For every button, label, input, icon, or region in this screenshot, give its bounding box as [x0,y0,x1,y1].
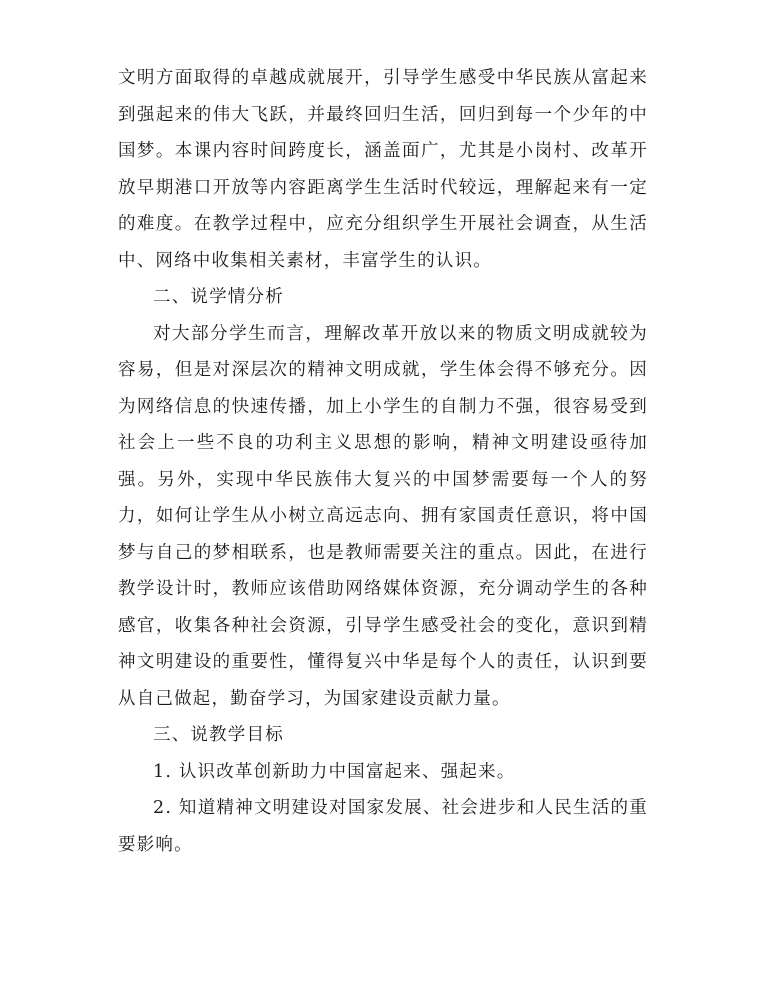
document-page [118,60,648,863]
paragraph-continuation: 文明方面取得的卓越成就展开，引导学生感受中华民族从富起来到强起来的伟大飞跃，并最终回归生活，回归到每一个少年的中国梦。本课内容时间跨度长，涵盖面广，尤其是小岗村、改革开放早期港口开放等内容距离学生生活时代较远，理解起来有一定的难度。在教学过程中，应充分组织学生开展社会调查，从生活中、网络中收集相关素材，丰富学生的认识。 [118,68,648,271]
goal-item-2: 2. 知道精神文明建设对国家发展、社会进步和人民生活的重要影响。 [118,798,648,855]
section-heading-teaching-goals: 三、说教学目标 [153,725,284,745]
paragraph-learner-analysis: 对大部分学生而言，理解改革开放以来的物质文明成就较为容易，但是对深层次的精神文明成就，学生体会得不够充分。因为网络信息的快速传播，加上小学生的自制力不强，很容易受到社会上一些不良的功利主义思想的影响，精神文明建设亟待加强。另外，实现中华民族伟大复兴的中国梦需要每一个人的努力，如何让学生从小树立高远志向、拥有家国责任意识，将中国梦与自己的梦相联系，也是教师需要关注的重点。因此，在进行教学设计时，教师应该借助网络媒体资源，充分调动学生的各种感官，收集各种社会资源，引导学生感受社会的变化，意识到精神文明建设的重要性，懂得复兴中华是每个人的责任，认识到要从自己做起，勤奋学习，为国家建设贡献力量。 [118,323,648,709]
goal-item-1: 1. 认识改革创新助力中国富起来、强起来。 [153,761,516,782]
section-heading-learner-analysis: 二、说学情分析 [153,287,284,307]
